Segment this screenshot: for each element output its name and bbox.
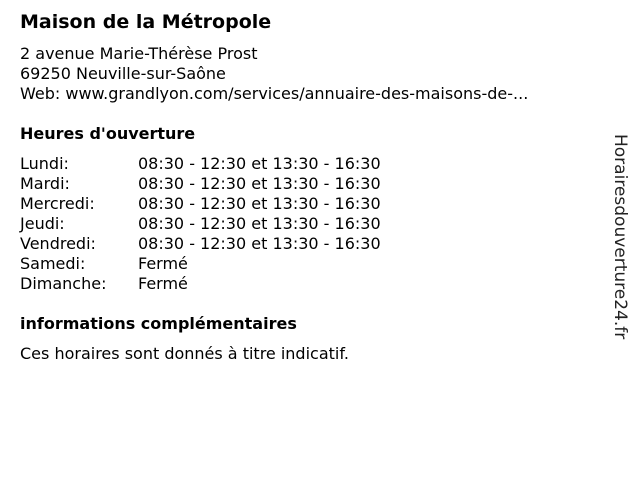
watermark-text: Horairesdouverture24.fr: [610, 134, 630, 340]
hours-time: Fermé: [138, 254, 188, 273]
hours-row: [20, 274, 381, 294]
hours-time: 08:30 - 12:30 et 13:30 - 16:30: [138, 194, 381, 213]
address-block: [20, 44, 528, 104]
hours-time: 08:30 - 12:30 et 13:30 - 16:30: [138, 214, 381, 233]
watermark: [610, 134, 630, 349]
address-street: 2 avenue Marie-Thérèse Prost: [20, 44, 258, 63]
hours-day: Vendredi:: [20, 234, 96, 253]
hours-table: [20, 154, 381, 294]
hours-day: Samedi:: [20, 254, 86, 273]
hours-row: [20, 174, 381, 194]
hours-day: Dimanche:: [20, 274, 107, 293]
page-title: Maison de la Métropole: [20, 11, 272, 33]
hours-time: 08:30 - 12:30 et 13:30 - 16:30: [138, 154, 381, 173]
hours-row: [20, 194, 381, 214]
hours-day: Jeudi:: [20, 214, 65, 233]
hours-row: [20, 214, 381, 234]
hours-heading: Heures d'ouverture: [20, 124, 196, 143]
info-text: Ces horaires sont donnés à titre indicatif.: [20, 344, 349, 363]
hours-time: 08:30 - 12:30 et 13:30 - 16:30: [138, 174, 381, 193]
hours-row: [20, 234, 381, 254]
hours-row: [20, 254, 381, 274]
address-web[interactable]: Web: www.grandlyon.com/services/annuaire-des-maisons-de-...: [20, 84, 529, 103]
hours-row: [20, 154, 381, 174]
hours-day: Mercredi:: [20, 194, 95, 213]
address-city: 69250 Neuville-sur-Saône: [20, 64, 226, 83]
hours-time: 08:30 - 12:30 et 13:30 - 16:30: [138, 234, 381, 253]
info-heading: informations complémentaires: [20, 314, 297, 333]
hours-day: Mardi:: [20, 174, 70, 193]
hours-time: Fermé: [138, 274, 188, 293]
hours-day: Lundi:: [20, 154, 69, 173]
